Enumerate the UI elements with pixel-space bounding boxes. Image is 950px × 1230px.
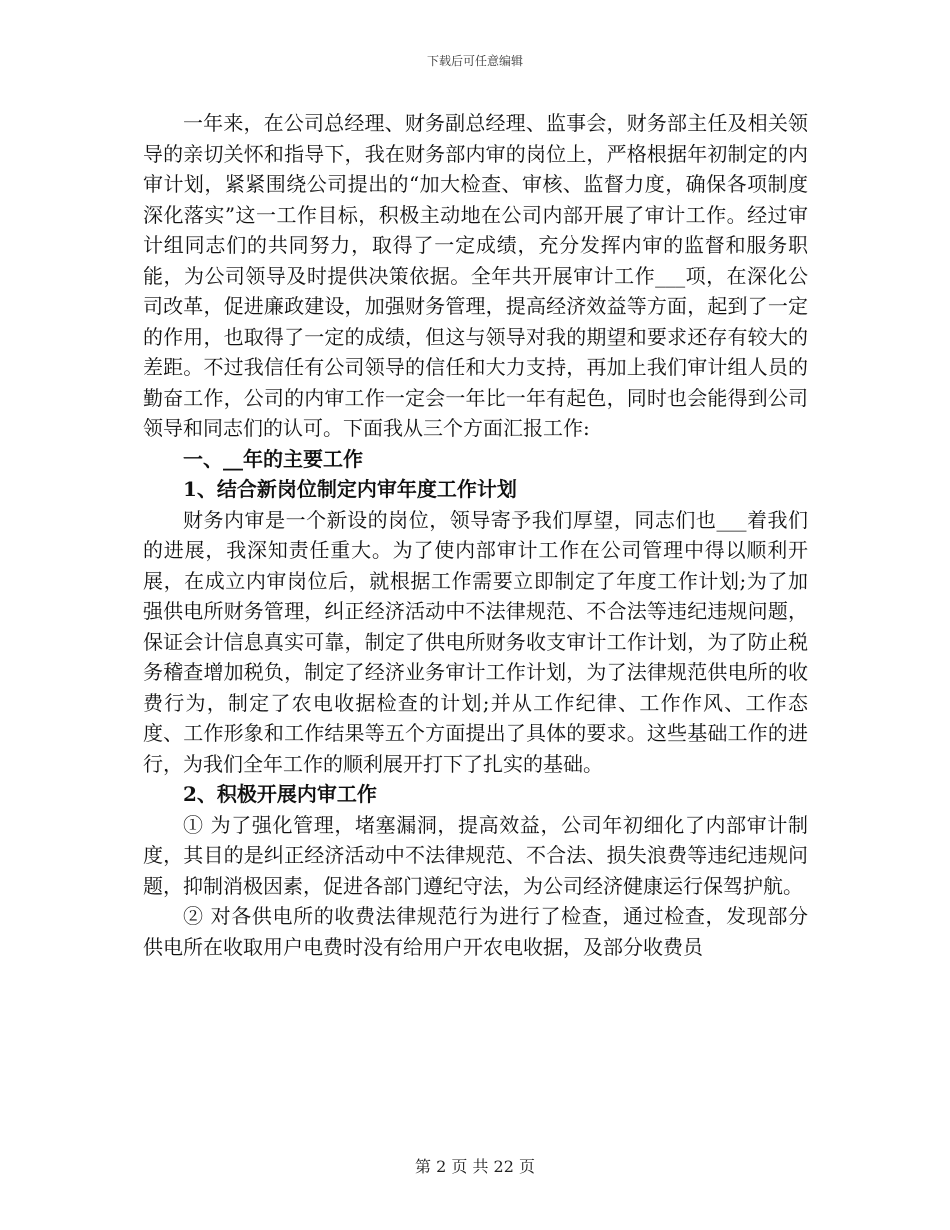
page-number: 第 2 页 共 22 页 bbox=[415, 1157, 535, 1176]
document-body bbox=[143, 108, 808, 962]
subsection-heading: 2、积极开展内审工作 bbox=[183, 782, 377, 806]
page-header-note: 下载后可任意编辑 bbox=[426, 54, 523, 68]
subsection-heading: 1、结合新岗位制定内审年度工作计划 bbox=[183, 477, 517, 501]
body-paragraph: ① 为了强化管理，堵塞漏洞，提高效益，公司年初细化了内部审计制度，其目的是纠正经济活动中不法律规范、不合法、损失浪费等违纪违规问题，抑制消极因素，促进各部门遵纪守法，为公司经济健康运行保驾护航。 bbox=[143, 812, 808, 898]
body-paragraph: 一年来，在公司总经理、财务副总经理、监事会，财务部主任及相关领导的亲切关怀和指导下，我在财务部内审的岗位上，严格根据年初制定的内审计划，紧紧围绕公司提出的“加大检查、审核、监督力度，确保各项制度深化落实”这一工作目标，积极主动地在公司内部开展了审计工作。经过审计组同志们的共同努力，取得了一定成绩，充分发挥内审的监督和服务职能，为公司领导及时提供决策依据。全年共开展审计工作___项，在深化公司改革，促进廉政建设，加强财务管理，提高经济效益等方面，起到了一定的作用，也取得了一定的成绩，但这与领导对我的期望和要求还存有较大的差距。不过我信任有公司领导的信任和大力支持，再加上我们审计组人员的勤奋工作，公司的内审工作一定会一年比一年有起色，同时也会能得到公司领导和同志们的认可。下面我从三个方面汇报工作: bbox=[143, 111, 808, 440]
body-paragraph: ② 对各供电所的收费法律规范行为进行了检查，通过检查，发现部分供电所在收取用户电费时没有给用户开农电收据，及部分收费员 bbox=[143, 904, 808, 959]
section-heading: 一、__年的主要工作 bbox=[183, 446, 363, 471]
body-paragraph: 财务内审是一个新设的岗位，领导寄予我们厚望，同志们也___着我们的进展，我深知责任重大。为了使内部审计工作在公司管理中得以顺利开展，在成立内审岗位后，就根据工作需要立即制定了年度工作计划;为了加强供电所财务管理，纠正经济活动中不法律规范、不合法等违纪违规问题，保证会计信息真实可靠，制定了供电所财务收支审计工作计划，为了防止税务稽查增加税负，制定了经济业务审计工作计划，为了法律规范供电所的收费行为，制定了农电收据检查的计划;并从工作纪律、工作作风、工作态度、工作形象和工作结果等五个方面提出了具体的要求。这些基础工作的进行，为我们全年工作的顺利展开打下了扎实的基础。 bbox=[143, 507, 808, 776]
